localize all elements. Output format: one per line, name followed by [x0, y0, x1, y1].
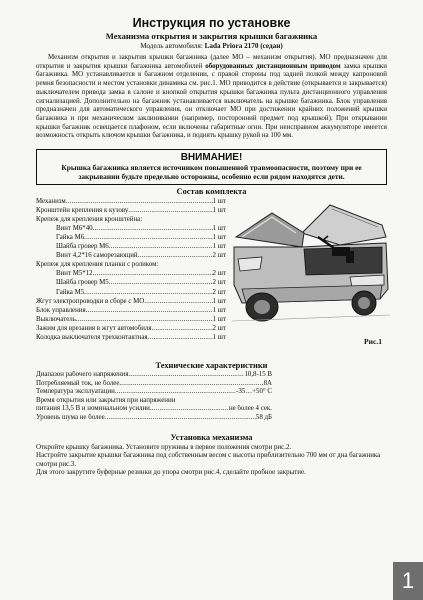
intro-bold: оборудованных дистанционным приводом: [205, 61, 341, 70]
car-model: [36, 42, 387, 50]
spec-value: не более 4 сек.: [228, 405, 272, 413]
intro-paragraph: [36, 53, 387, 140]
spec-leader: [129, 371, 245, 380]
kit-item-qty: 2 шт: [212, 288, 226, 296]
kit-item-name: Шайба гровер М6: [56, 243, 109, 251]
kit-item: [36, 297, 226, 306]
page-title: Инструкция по установке: [132, 16, 291, 30]
page-subtitle: Механизма открытия и закрытия крышки багажника: [105, 31, 318, 41]
kit-item-leader: [66, 197, 213, 206]
kit-item-qty: 1 шт: [212, 207, 226, 215]
kit-item-leader: [76, 315, 213, 324]
spec-row: [36, 380, 272, 389]
kit-item: [36, 233, 226, 242]
kit-section: [36, 197, 387, 359]
spec-label: Температура эксплуатации: [36, 388, 115, 396]
kit-item-qty: 2 шт: [212, 324, 226, 332]
spec-leader: [115, 388, 236, 397]
spec-leader: [119, 380, 263, 389]
specs-title: Технические характеристики: [155, 361, 268, 371]
kit-item-leader: [93, 224, 213, 233]
kit-item: [36, 215, 226, 224]
kit-item: [36, 306, 226, 315]
kit-item: [36, 315, 226, 324]
spec-leader: [150, 405, 229, 414]
kit-title: Состав комплекта: [176, 187, 247, 197]
kit-item-name: Крепеж для крепления планки с роликом:: [36, 261, 159, 269]
specs-list: [36, 371, 387, 423]
kit-item: [36, 251, 226, 260]
kit-item-qty: 1 шт: [212, 234, 226, 242]
spec-leader: [105, 414, 256, 423]
kit-item-leader: [84, 288, 212, 297]
kit-item-name: Механизм: [36, 198, 66, 206]
spec-label: Диапазон рабочего напряжения: [36, 371, 129, 379]
kit-item-name: Гайка М6: [56, 234, 85, 242]
kit-item-qty: 1 шт: [212, 297, 226, 305]
spec-row: [36, 397, 387, 406]
spec-label: питания 13,5 В и номинальном усилии: [36, 405, 150, 413]
spec-value: -35…+50° С: [236, 388, 272, 396]
spec-row: [36, 405, 272, 414]
kit-item-leader: [128, 206, 212, 215]
kit-item-name: Винт 4,2*16 саморезающий: [56, 252, 138, 260]
kit-item-name: Кронштейн крепления к кузову: [36, 207, 129, 215]
kit-item: [36, 269, 226, 278]
kit-item: [36, 260, 226, 269]
install-text: [36, 443, 387, 477]
warning-title: ВНИМАНИЕ!: [180, 152, 243, 164]
intro-text-1: Механизм открытия и закрытия крышки багажника (далее МО – механизм открытия). МО предназначен для открытия и закрытия крышки багажника автомобилей: [36, 53, 387, 70]
kit-item-name: Винт М5*12: [56, 270, 93, 278]
kit-item: [36, 333, 226, 342]
kit-list: [36, 197, 226, 342]
kit-item-name: Шайба гровер М5: [56, 279, 109, 287]
car-trunk-illustration: [232, 203, 390, 333]
warning-text: Крышка багажника является источником повышенной травмоопасности, поэтому при ее закрывании будьте предельно осторожны, особенно если рядом находятся дети.: [61, 163, 362, 182]
kit-item: [36, 324, 226, 333]
kit-item-name: Блок управления: [36, 306, 86, 314]
kit-item-qty: 2 шт: [212, 270, 226, 278]
kit-item: [36, 197, 226, 206]
kit-item: [36, 288, 226, 297]
kit-item-qty: 2 шт: [212, 279, 226, 287]
kit-item-name: Выключатель: [36, 315, 76, 323]
kit-item-qty: 1 шт: [212, 243, 226, 251]
figure-1-label: Рис.1: [364, 337, 383, 347]
model-name: Lada Priora 2170 (седан): [204, 42, 283, 50]
spec-row: [36, 414, 272, 423]
model-prefix: Модель автомобиля:: [140, 42, 203, 50]
kit-item-leader: [138, 251, 213, 260]
spec-row: [36, 371, 272, 380]
page-number: 1: [393, 562, 423, 600]
kit-item-leader: [109, 242, 213, 251]
kit-item-qty: 1 шт: [212, 198, 226, 206]
spec-label: Потребляемый ток, не более: [36, 379, 120, 387]
kit-item-qty: 1 шт: [212, 315, 226, 323]
spec-label: Время открытия или закрытия при напряжении: [36, 396, 176, 404]
kit-item-name: Зажим для врезания в жгут автомобиля: [36, 324, 152, 332]
install-line: Для этого закрутите буферные резинки до упора смотри рис.4, сделайте пробное закрытие.: [36, 468, 306, 477]
spec-label: Уровень шума не более: [36, 414, 105, 421]
kit-item-qty: 1 шт: [212, 306, 226, 314]
kit-item-name: Гайка М5: [56, 288, 85, 296]
install-line: Настройте закрытие крышки багажника под собственным весом с высоты приблизительно 700 мм от дна багажника смотри рис.3.: [36, 451, 381, 468]
install-line: Откройте крышку багажника. Установите пружины в первое положения смотри рис.2.: [36, 442, 292, 451]
spec-row: [36, 388, 272, 397]
kit-item-name: Винт М6*40: [56, 225, 93, 233]
kit-item: [36, 242, 226, 251]
kit-item-name: Колодка выключателя трехконтактная: [36, 333, 148, 341]
spec-value: 8А: [263, 379, 272, 387]
kit-item: [36, 206, 226, 215]
kit-item-leader: [148, 333, 213, 342]
kit-item-qty: 1 шт: [212, 225, 226, 233]
intro-text-2: замка крышки багажника. МО устанавливается в багажном отделении, с правой стороны под задней полкой между капроновой ремня безопасности и местом установки динамика см. рис.1. МО приводится в действие (открывается и закрывается) выключателем привода замка в салоне и кнопкой открытия крышки багажника пульта дистанционного управления сигнализацией. Дополнительно на багажник устанавливается выключатель на крышке багажника. Блок управления предназначен для автоматического управления, он отключает МО при достижении крайних положений крышки багажника и при механическом заклинивании (например, посторонний предмет под крышкой). При открывании крышки багажник освещается плафоном, если включены габаритные огни. При неисправном аккумуляторе имеется возможность открыть ключом крышки багажника, и поднять крышку рукой на 100 мм.: [36, 61, 388, 140]
kit-item: [36, 224, 226, 233]
kit-item-leader: [93, 269, 213, 278]
kit-item-leader: [152, 324, 213, 333]
kit-item-leader: [144, 297, 212, 306]
kit-item-leader: [109, 278, 213, 287]
kit-item-name: Жгут электропроводки в сборе с МО: [36, 297, 145, 305]
spec-value: 58 дБ: [255, 414, 272, 421]
kit-item-name: Крепеж для крепления кронштейна:: [36, 216, 143, 224]
kit-item: [36, 278, 226, 287]
spec-value: 10,8-15 В: [244, 371, 272, 379]
kit-item-leader: [86, 306, 213, 315]
kit-item-qty: 1 шт: [212, 333, 226, 341]
warning-box: [36, 149, 387, 185]
install-title: Установка механизма: [170, 432, 253, 442]
kit-item-qty: 2 шт: [212, 252, 226, 260]
kit-item-leader: [84, 233, 212, 242]
